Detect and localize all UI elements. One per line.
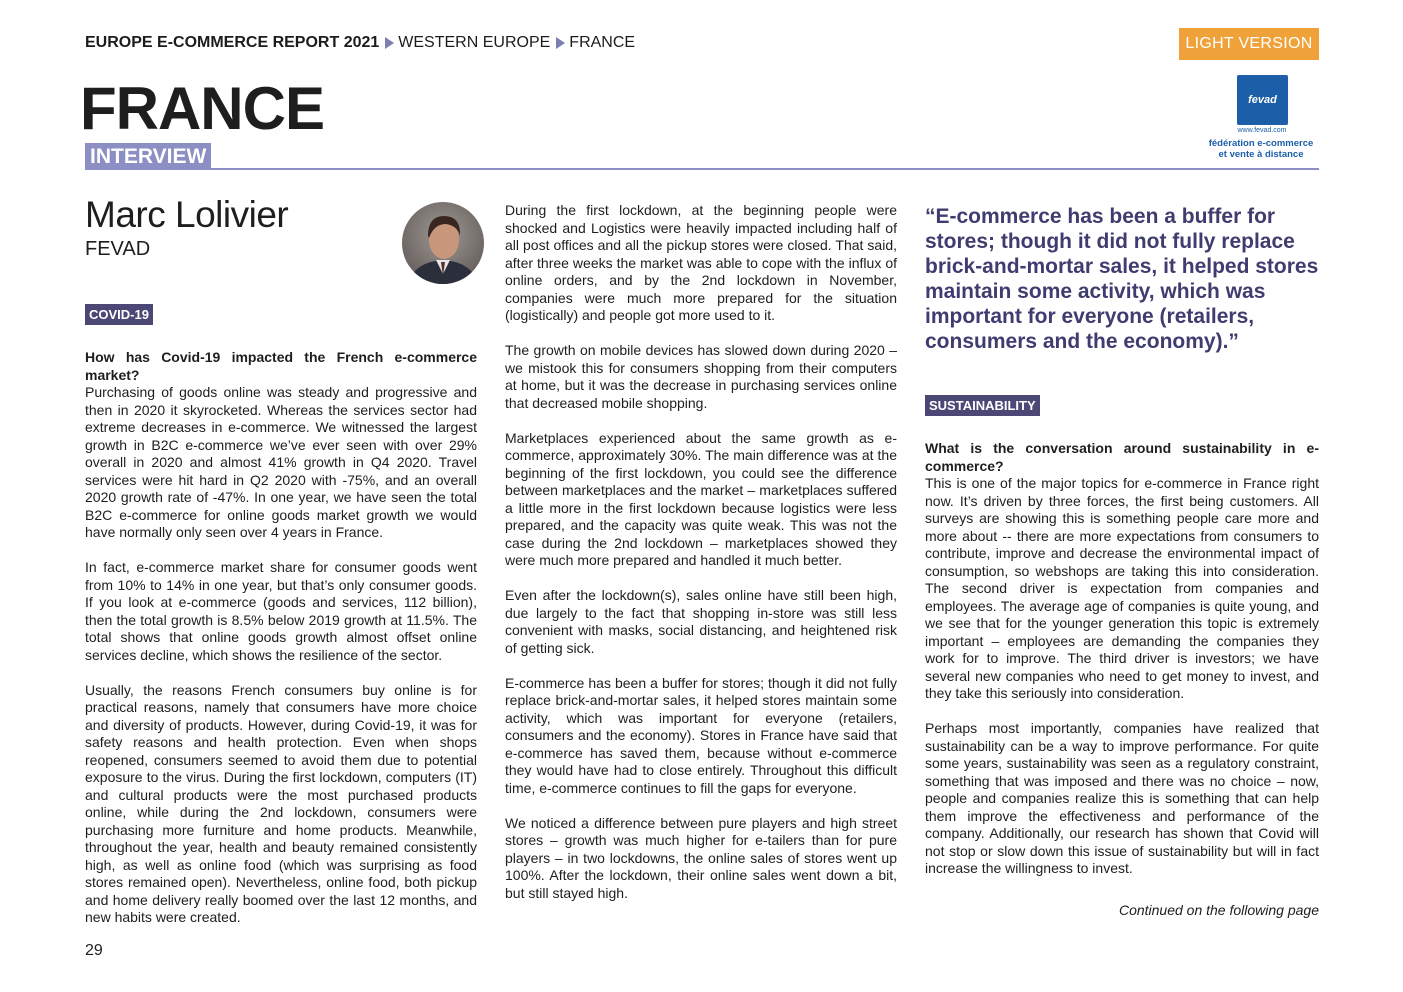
sustainability-tag: SUSTAINABILITY: [925, 395, 1040, 416]
paragraph: During the first lockdown, at the beginning people were shocked and Logistics were heavily impacted including half of all post offices and all the pickup stores were closed. That said, after three weeks the market was able to cope with the influx of online orders, and by the 2nd lockdown in November, companies were much more prepared for the situation (logistically) and people got more used to it.: [505, 202, 897, 323]
breadcrumb-report[interactable]: EUROPE E-COMMERCE REPORT 2021: [85, 34, 380, 51]
covid-tag: COVID-19: [85, 304, 153, 325]
logo-tagline-line2: et vente à distance: [1218, 149, 1304, 160]
paragraph: Perhaps most importantly, companies have realized that sustainability can be a way to improve performance. For quite some years, sustainability was seen as a regulatory constraint, something that was imposed and there was no choice – now, people and companies realize this is something that can help them improve the effectiveness and performance of the company. Additionally, our research has shown that Covid will not stop or slow down this issue of sustainability but will in fact increase the willingness to invest.: [925, 720, 1319, 876]
page-title: FRANCE: [80, 75, 324, 142]
interviewee-name: Marc Lolivier: [85, 194, 289, 235]
chevron-right-icon: [385, 37, 394, 49]
section-label: INTERVIEW: [85, 143, 211, 169]
header-divider: [85, 168, 1319, 170]
fevad-logo: fevad: [1237, 75, 1288, 125]
breadcrumb-region[interactable]: WESTERN EUROPE: [398, 34, 551, 51]
chevron-right-icon: [556, 37, 565, 49]
pull-quote: “E-commerce has been a buffer for stores; though it did not fully replace brick-and-mortar sales, it helped stores maintain some activity, which was important for everyone (retailers, consumers and the economy).”: [925, 205, 1319, 353]
logo-url: www.fevad.com: [1237, 127, 1287, 134]
column-right: [925, 395, 1319, 895]
logo-tagline-line1: fédération e-commerce: [1208, 138, 1314, 149]
paragraph: In fact, e-commerce market share for consumer goods went from 10% to 14% in one year, but that’s only consumer goods. If you look at e-commerce (goods and services, 112 billion), then the total growth is 8.5% below 2019 growth at 11.5%. The total shows that online goods growth almost offset online services decline, which shows the resilience of the sector.: [85, 559, 477, 663]
paragraph: The growth on mobile devices has slowed down during 2020 – we mistook this for consumers shopping from their computers at home, but it was the decrease in purchasing services online that decreased mobile shopping.: [505, 342, 897, 411]
paragraph: We noticed a difference between pure players and high street stores – growth was much higher for e-tailers than for pure players – in two lockdowns, the online sales of stores went up 100%. After the lockdown, their online sales went down a bit, but still stayed high.: [505, 814, 897, 901]
column-left: [85, 304, 477, 944]
question-covid: How has Covid-19 impacted the French e-commerce market?: [85, 349, 477, 383]
question-sustainability: What is the conversation around sustainability in e-commerce?: [925, 440, 1319, 474]
paragraph: This is one of the major topics for e-commerce in France right now. It’s driven by three forces, the first being customers. All surveys are showing this is something people care more and more about -- there are more expectations from consumers to contribute, improve and decrease the environmental impact of consumption, so webshops are taking this into consideration. The second driver is expectation from companies and employees. The average age of companies is quite young, and we see that for the younger generation this topic is extremely important – employees are demanding the companies they work for to improve. The third driver is investors; we have several new companies who need to get money to invest, and they take this seriously into consideration.: [925, 475, 1319, 701]
page-number: 29: [85, 942, 103, 959]
paragraph: Marketplaces experienced about the same growth as e-commerce, approximately 30%. The main difference was at the beginning of the first lockdown, you could see the difference between marketplaces and the market – marketplaces suffered a little more in the first lockdown because logistics were less prepared, and the capacity was quite weak. This was not the case during the 2nd lockdown – marketplaces showed they were much more prepared and handled it much better.: [505, 429, 897, 568]
paragraph: Usually, the reasons French consumers buy online is for practical reasons, namely that consumers have more choice and diversity of products. However, during Covid-19, it was for safety reasons and health protection. Even when shops reopened, consumers seemed to avoid them due to potential exposure to the virus. During the first lockdown, computers (IT) and cultural products were the most purchased products online, while during the 2nd lockdown, consumers were purchasing more furniture and home products. Meanwhile, throughout the year, health and beauty remained consistently high, as well as online food (which was surprising as food stores remained open). Nevertheless, online food, both pickup and home delivery really boomed over the last 12 months, and new habits were created.: [85, 681, 477, 925]
continued-note: Continued on the following page: [1118, 902, 1319, 918]
avatar: [402, 202, 484, 284]
paragraph: Even after the lockdown(s), sales online have still been high, due largely to the fact that shopping in-store was still less convenient with masks, social distancing, and heightened risk of getting sick.: [505, 587, 897, 656]
breadcrumb: [85, 34, 635, 52]
paragraph: Purchasing of goods online was steady and progressive and then in 2020 it skyrocketed. Whereas the services sector had extreme decreases in e-commerce. We witnessed the largest growth in B2C e-commerce we’ve ever seen with over 29% overall in 2020 and almost 41% growth in Q4 2020. Travel services were hit hard in Q2 2020 with -75%, and an overall 2020 growth rate of -47%. In one year, we have seen the total B2C e-commerce for online goods market growth we would have normally only seen over 4 years in France.: [85, 384, 477, 540]
column-middle: [505, 202, 897, 920]
portrait-photo: [402, 202, 484, 284]
interviewee-org: FEVAD: [85, 238, 151, 260]
breadcrumb-country[interactable]: FRANCE: [569, 34, 636, 51]
logo-tagline: [1200, 138, 1322, 160]
paragraph: E-commerce has been a buffer for stores; though it did not fully replace brick-and-mortar sales, it helped stores maintain some activity, which was important for everyone (retailers, consumers and the economy). Stores in France have said that e-commerce has saved them, because without e-commerce they would have had to close entirely. Throughout this difficult time, e-commerce continues to fill the gaps for everyone.: [505, 674, 897, 796]
light-version-button[interactable]: LIGHT VERSION: [1179, 28, 1319, 60]
